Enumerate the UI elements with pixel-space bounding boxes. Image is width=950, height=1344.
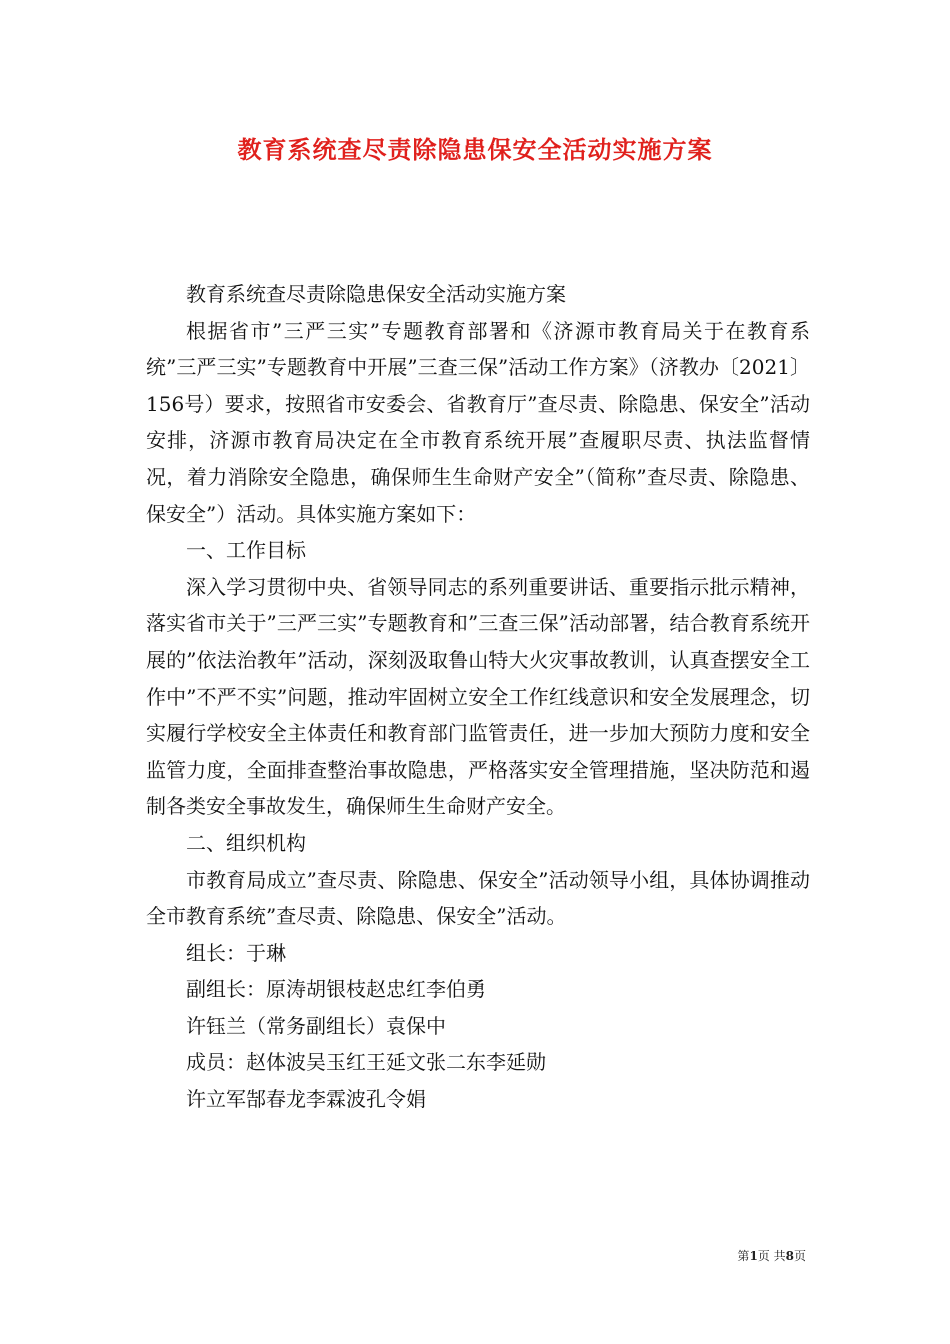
paragraph-intro: 根据省市”三严三实”专题教育部署和《济源市教育局关于在教育系统”三严三实”专题教育中开展”三查三保”活动工作方案》（济教办〔2021〕156号）要求，按照省市安委会、省教育厅”查尽责、除隐患、保安全”活动安排，济源市教育局决定在全市教育系统开展”查履职尽责、执法监督情况，着力消除安全隐患，确保师生生命财产安全”（简称”查尽责、除隐患、保安全”）活动。具体实施方案如下： bbox=[146, 318, 810, 526]
current-page-number: 1 bbox=[749, 1249, 758, 1263]
paragraph-subtitle: 教育系统查尽责除隐患保安全活动实施方案 bbox=[186, 282, 566, 306]
page-number-middle: 页 共 bbox=[757, 1249, 786, 1263]
paragraph-goals: 深入学习贯彻中央、省领导同志的系列重要讲话、重要指示批示精神，落实省市关于”三严三实”专题教育和”三查三保”活动部署，结合教育系统开展的”依法治教年”活动，深刻汲取鲁山特大火灾事故教训，认真查摆安全工作中”不严不实”问题，推动牢固树立安全工作红线意识和安全发展理念，切实履行学校安全主体责任和教育部门监管责任，进一步加大预防力度和安全监管力度，全面排查整治事故隐患，严格落实安全管理措施，坚决防范和遏制各类安全事故发生，确保师生生命财产安全。 bbox=[146, 574, 810, 819]
page-number bbox=[737, 1248, 806, 1264]
executive-deputy-line: 许钰兰（常务副组长）袁保中 bbox=[186, 1013, 446, 1038]
total-page-count: 8 bbox=[785, 1249, 794, 1263]
section-heading-organization: 二、组织机构 bbox=[186, 830, 306, 855]
page-number-suffix: 页 bbox=[793, 1249, 806, 1263]
paragraph-organization: 市教育局成立”查尽责、除隐患、保安全”活动领导小组，具体协调推动全市教育系统”查尽责、除隐患、保安全”活动。 bbox=[146, 867, 810, 929]
members-line-continued: 许立军郜春龙李霖波孔令娟 bbox=[186, 1087, 426, 1112]
leader-line: 组长：于琳 bbox=[186, 940, 286, 965]
deputy-leader-line: 副组长：原涛胡银枝赵忠红李伯勇 bbox=[186, 977, 486, 1002]
document-title: 教育系统查尽责除隐患保安全活动实施方案 bbox=[237, 135, 713, 164]
page-number-prefix: 第 bbox=[737, 1249, 750, 1263]
document-body bbox=[146, 276, 810, 1118]
members-line: 成员：赵体波吴玉红王延文张二东李延勋 bbox=[186, 1050, 546, 1075]
section-heading-goals: 一、工作目标 bbox=[186, 538, 306, 563]
